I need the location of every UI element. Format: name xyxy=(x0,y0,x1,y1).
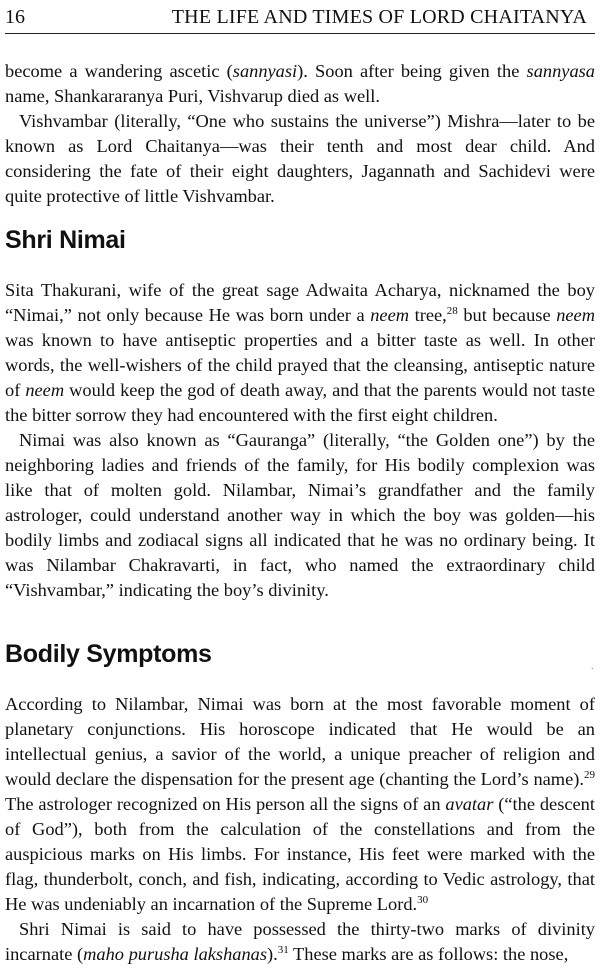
intro-section xyxy=(5,59,595,209)
page-header xyxy=(5,3,595,34)
footnote-ref: 31 xyxy=(277,944,289,956)
footnote-ref: 29 xyxy=(584,769,595,781)
footnote-ref: 30 xyxy=(417,894,429,906)
paragraph: Shri Nimai is said to have possessed the thirty-two marks of divinity incarnate (maho purusha lakshanas).$^{31}$ These marks are as follows: the nose, xyxy=(5,919,595,964)
paragraph: According to Nilambar, Nimai was born at the most favorable moment of planetary conjunctions. His horoscope indicated that He would be an intellectual genius, a savior of the world, a unique preacher of religion and would declare the dispensation for the present age (chanting the Lord’s name).$^{29}$ The astrologer recognized on His person all the signs of an avatar (“the descent of God”), both from the calculation of the constellations and from the auspicious marks on His limbs. For instance, His feet were marked with the flag, thunderbolt, conch, and fish, indicating, according to Vedic astrology, that He was undeniably an incarnation of the Supreme Lord.$^{30}$ xyxy=(5,694,595,914)
paragraph: Vishvambar (literally, “One who sustains the universe”) Mishra—later to be known as Lord Chaitanya—was their tenth and most dear child. And considering the fate of their eight daughters, Jagannath and Sachidevi were quite protective of little Vishvambar. xyxy=(5,111,595,206)
section-heading-bodily-symptoms: Bodily Symptoms xyxy=(5,640,212,668)
bodily-symptoms-section xyxy=(5,692,595,967)
scan-mark: · xyxy=(590,664,594,675)
page-number: 16 xyxy=(5,6,25,28)
paragraph: Nimai was also known as “Gauranga” (literally, “the Golden one”) by the neighboring ladies and friends of the family, for His bodily complexion was like that of molten gold. Nilambar, Nimai’s grandfather and the family astrologer, could understand another way in which the boy was golden—his bodily limbs and zodiacal signs all indicated that he was no ordinary being. It was Nilambar Chakravarti, in fact, who named the extraordinary child “Vishvambar,” indicating the boy’s divinity. xyxy=(5,430,595,600)
shri-nimai-section xyxy=(5,278,595,603)
paragraph: become a wandering ascetic (sannyasi). Soon after being given the sannyasa name, Shankararanya Puri, Vishvarup died as well. xyxy=(5,61,595,106)
section-heading-shri-nimai: Shri Nimai xyxy=(5,226,126,254)
paragraph: Sita Thakurani, wife of the great sage Adwaita Acharya, nicknamed the boy “Nimai,” not only because He was born under a neem tree,$^{28}$ but because neem was known to have antiseptic properties and a bitter taste as well. In other words, the well-wishers of the child prayed that the cleansing, antiseptic nature of neem would keep the god of death away, and that the parents would not taste the bitter sorrow they had encountered with the first eight children. xyxy=(5,280,595,425)
footnote-ref: 28 xyxy=(446,305,458,317)
running-title: THE LIFE AND TIMES OF LORD CHAITANYA xyxy=(171,6,587,28)
